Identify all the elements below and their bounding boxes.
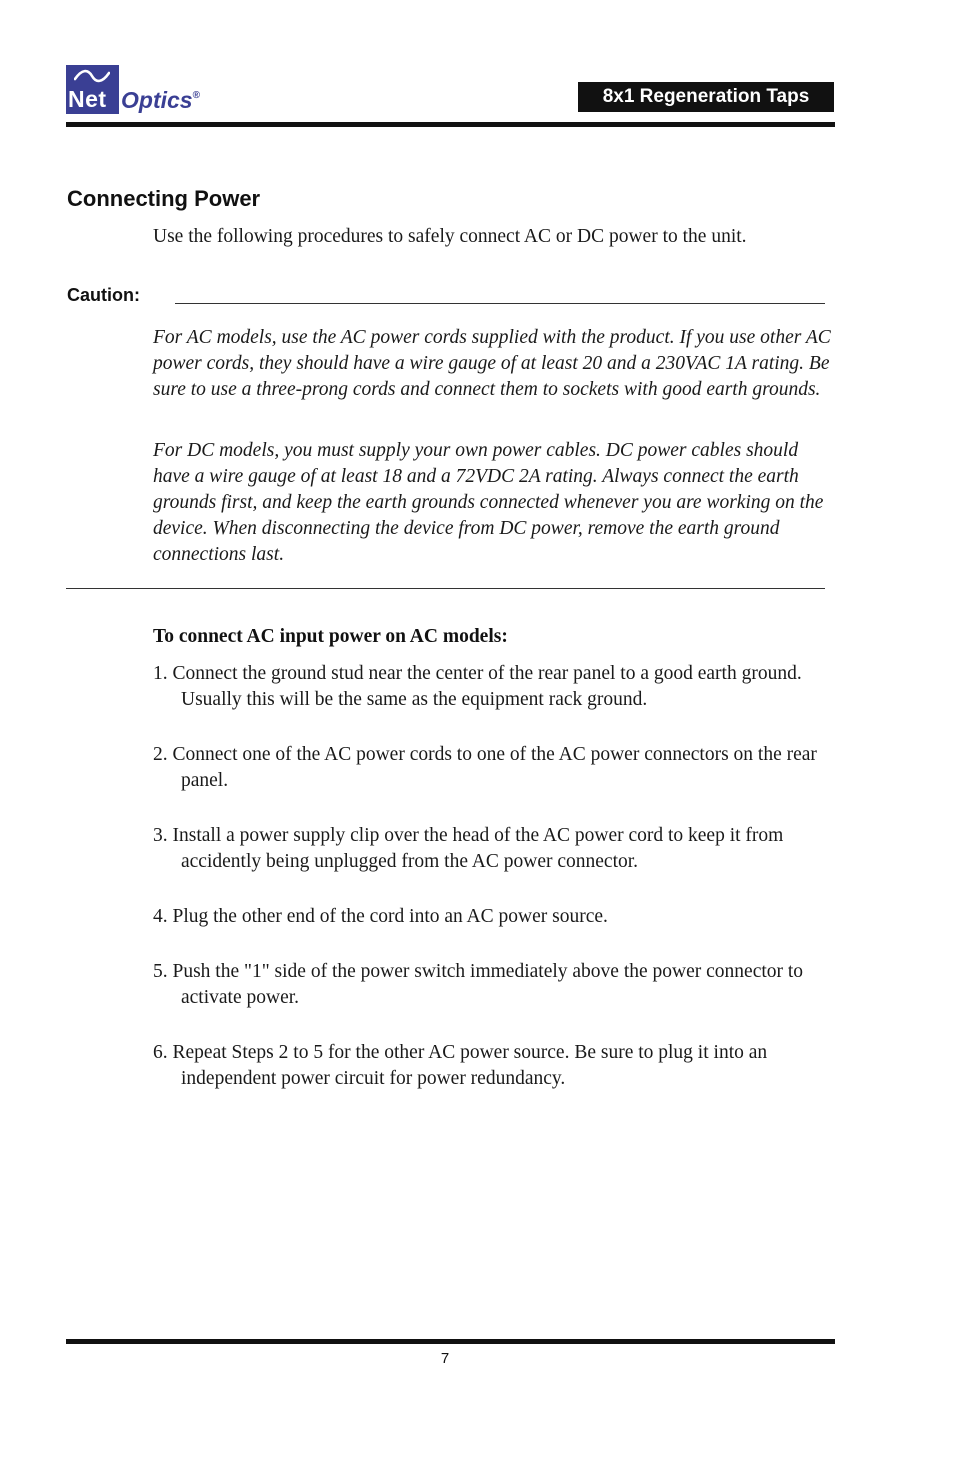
caution-label: Caution: xyxy=(67,285,140,305)
caution-paragraph-dc: For DC models, you must supply your own power cables. DC power cables should have a wire gauge of at least 18 and a 72VDC 2A rating. Always connect the earth grounds first, and keep the earth grounds connected whenever you are working on the device. When disconnecting the device from DC power, remove the earth ground connections last. xyxy=(153,440,824,565)
step-5: 5. Push the "1" side of the power switch immediately above the power connector to activate power. xyxy=(153,961,804,1008)
net-optics-logo xyxy=(66,65,216,115)
section-title: Connecting Power xyxy=(67,186,261,211)
step-1: 1. Connect the ground stud near the center of the rear panel to a good earth ground. Usually this will be the same as the equipment rack ground. xyxy=(153,663,802,710)
registered-mark: ® xyxy=(192,90,200,101)
step-4: 4. Plug the other end of the cord into an AC power source. xyxy=(153,906,608,927)
logo-box xyxy=(66,65,119,114)
caution-paragraph-ac: For AC models, use the AC power cords supplied with the product. If you use other AC power cords, they should have a wire gauge of at least 20 and a 230VAC 1A rating. Be sure to use a three-prong cords and connect them to sockets with good earth grounds. xyxy=(153,327,831,400)
page-number: 7 xyxy=(440,1350,450,1367)
caution-end-rule xyxy=(66,588,825,589)
logo-optics-text: Optics® xyxy=(121,87,200,113)
step-2: 2. Connect one of the AC power cords to one of the AC power connectors on the rear panel. xyxy=(153,744,817,791)
caution-rule xyxy=(175,303,825,304)
header-divider xyxy=(66,122,835,127)
step-3: 3. Install a power supply clip over the head of the AC power cord to keep it from accidently being unplugged from the AC power connector. xyxy=(153,825,784,872)
footer-divider xyxy=(66,1339,835,1344)
procedure-title: To connect AC input power on AC models: xyxy=(153,626,508,647)
step-6: 6. Repeat Steps 2 to 5 for the other AC power source. Be sure to plug it into an independent power circuit for power redundancy. xyxy=(153,1042,768,1089)
document-title: 8x1 Regeneration Taps xyxy=(578,82,834,112)
wave-icon xyxy=(74,69,110,83)
logo-net-text: Net xyxy=(68,86,107,112)
section-intro: Use the following procedures to safely connect AC or DC power to the unit. xyxy=(153,226,747,247)
